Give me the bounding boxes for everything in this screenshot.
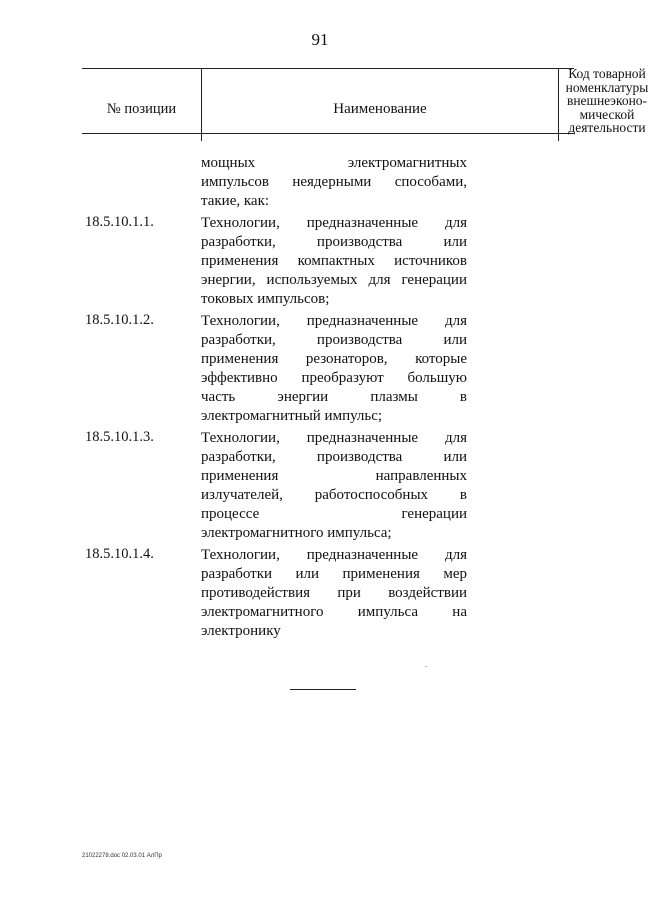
- table-header: [82, 66, 649, 135]
- position-number: 18.5.10.1.3.: [85, 429, 154, 445]
- position-number: 18.5.10.1.4.: [85, 546, 154, 562]
- table-row: [0, 312, 640, 426]
- header-code-line: деятельности: [568, 120, 646, 135]
- description-line: противодействия при воздействии: [201, 585, 467, 601]
- description-line: электромагнитного импульса;: [201, 525, 392, 541]
- header-position: № позиции: [106, 100, 177, 117]
- footer-doc-id: 21022278.doc 02.03.01 АлПр: [82, 853, 162, 859]
- header-code: [558, 66, 656, 135]
- description-line: Технологии, предназначенные для: [201, 215, 467, 231]
- table-row: [0, 214, 640, 309]
- description-line: электронику: [201, 623, 281, 639]
- header-code-line: мической: [579, 106, 635, 122]
- description-line: излучателей, работоспособных в: [201, 487, 467, 503]
- position-description: [201, 214, 467, 309]
- table-row: [0, 546, 640, 641]
- position-description: [201, 429, 467, 543]
- position-number: 18.5.10.1.1.: [85, 214, 154, 230]
- description-line: Технологии, предназначенные для: [201, 313, 467, 329]
- header-code-line: внешнеэконо-: [566, 93, 648, 108]
- description-line: мощных электромагнитных: [201, 155, 467, 171]
- description-line: токовых импульсов;: [201, 291, 330, 307]
- description-line: применения резонаторов, которые: [201, 351, 467, 367]
- table-row: [0, 429, 640, 543]
- description-line: применения компактных источников: [201, 253, 467, 269]
- position-description: [201, 154, 467, 211]
- description-line: разработки, производства или: [201, 449, 467, 465]
- description-line: электромагнитного импульса на: [201, 604, 467, 620]
- table-row: [0, 154, 640, 211]
- table-body: [0, 154, 640, 641]
- description-line: Технологии, предназначенные для: [201, 430, 467, 446]
- description-line: электромагнитный импульс;: [201, 408, 383, 424]
- header-code-line: номенклатуры: [565, 79, 649, 95]
- end-rule: [290, 689, 356, 690]
- description-line: эффективно преобразуют большую: [201, 370, 467, 386]
- position-number: 18.5.10.1.2.: [85, 312, 154, 328]
- description-line: такие, как:: [201, 193, 270, 209]
- header-code-line: Код товарной: [568, 66, 646, 81]
- description-line: разработки, производства или: [201, 332, 467, 348]
- description-line: применения направленных: [201, 468, 467, 484]
- description-line: разработки, производства или: [201, 234, 467, 250]
- description-line: энергии, используемых для генерации: [201, 272, 467, 288]
- description-line: Технологии, предназначенные для: [201, 547, 467, 563]
- position-description: [201, 546, 467, 641]
- description-line: часть энергии плазмы в: [201, 389, 467, 405]
- description-line: процессе генерации: [201, 506, 467, 522]
- description-line: разработки или применения мер: [201, 566, 467, 582]
- description-line: импульсов неядерными способами,: [201, 174, 467, 190]
- position-description: [201, 312, 467, 426]
- header-name: Наименование: [201, 69, 559, 141]
- scan-speck: [425, 666, 427, 667]
- page-number: 91: [311, 30, 329, 49]
